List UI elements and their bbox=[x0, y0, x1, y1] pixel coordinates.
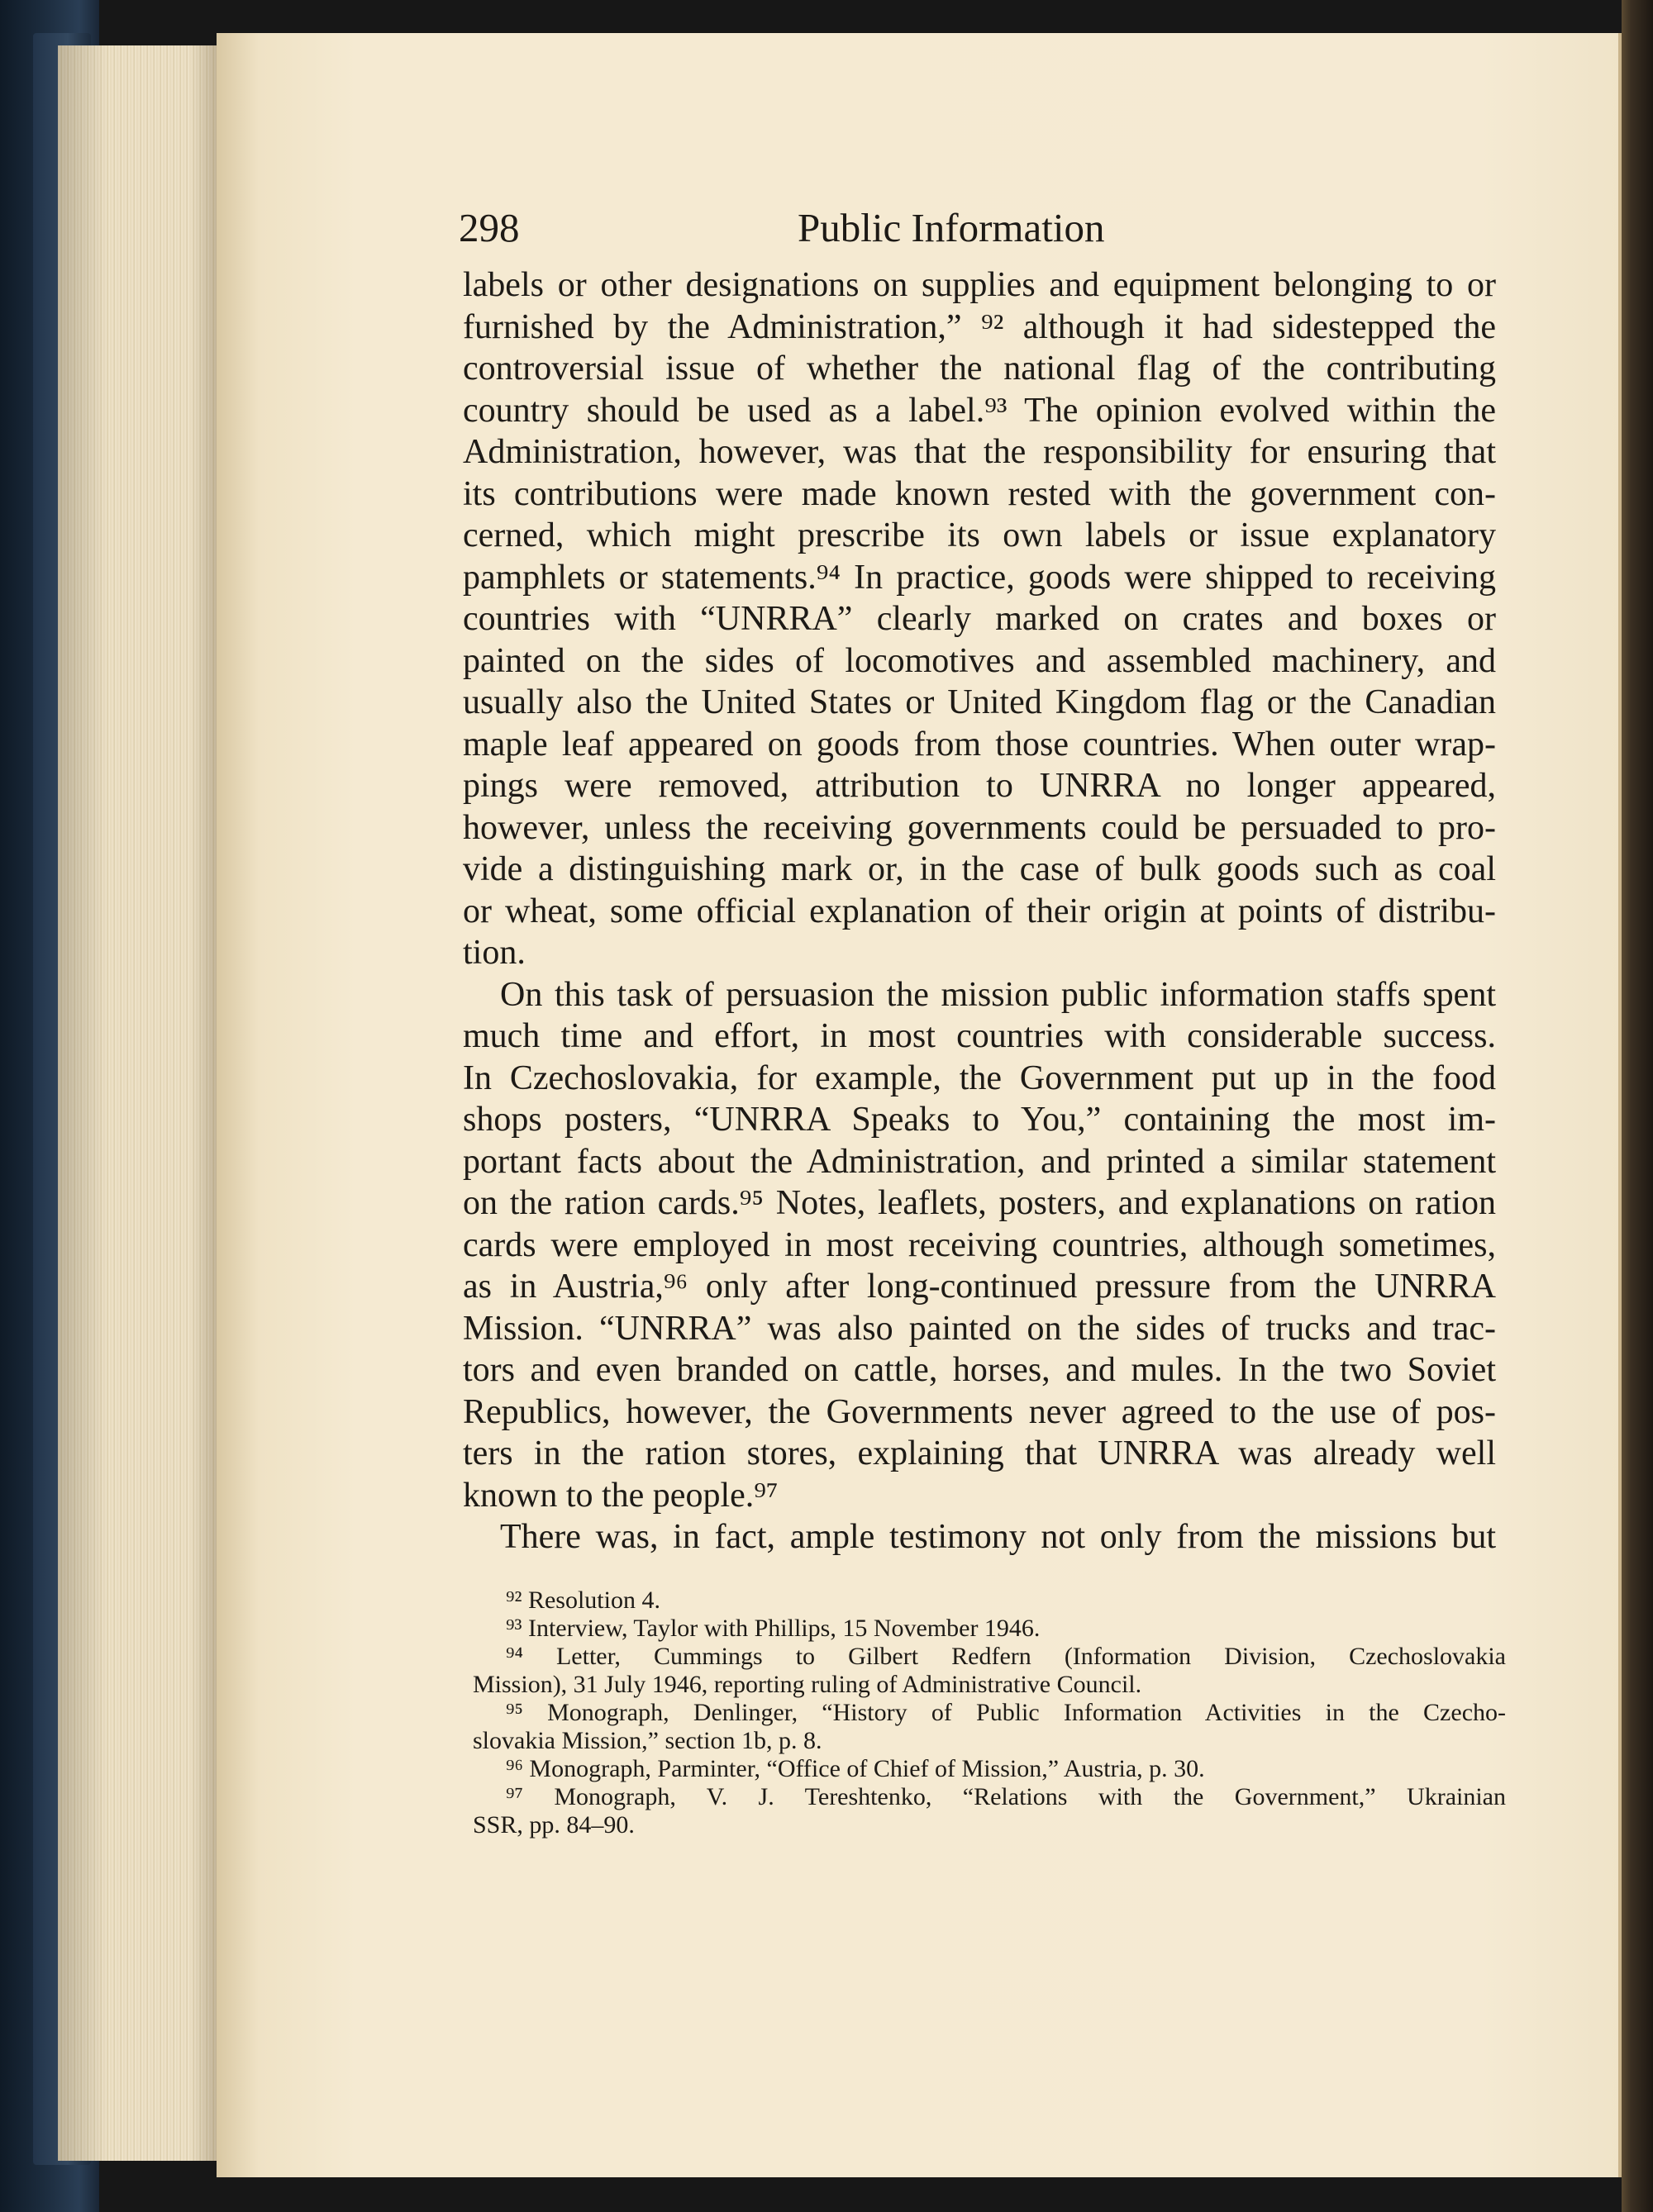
text-line: painted on the sides of locomotives and assembled machinery, and bbox=[463, 641, 1496, 680]
text-line: labels or other designations on supplies and equipment belonging to or bbox=[463, 266, 1496, 304]
text-line: furnished by the Administration,” ⁹² although it had sidestepped the bbox=[463, 307, 1496, 346]
text-line: Administration, however, was that the responsibility for ensuring that bbox=[463, 433, 1496, 471]
text-line: pings were removed, attribution to UNRRA no longer appeared, bbox=[463, 767, 1496, 805]
page-edges-shadow bbox=[58, 45, 223, 2161]
footnote-continuation: Mission), 31 July 1946, reporting ruling of Administrative Council. bbox=[473, 1671, 1142, 1698]
footnote-continuation: SSR, pp. 84–90. bbox=[473, 1811, 635, 1839]
text-line: known to the people.⁹⁷ bbox=[463, 1476, 779, 1515]
text-line: Republics, however, the Governments never agreed to the use of pos- bbox=[463, 1392, 1496, 1431]
text-line: Mission. “UNRRA” was also painted on the sides of trucks and trac- bbox=[463, 1309, 1496, 1348]
text-line: There was, in fact, ample testimony not only from the missions but bbox=[500, 1518, 1496, 1556]
footnote: ⁹⁴ Letter, Cummings to Gilbert Redfern (Information Division, Czechoslovakia bbox=[506, 1643, 1506, 1670]
text-line: country should be used as a label.⁹³ The opinion evolved within the bbox=[463, 391, 1496, 430]
text-line: In Czechoslovakia, for example, the Government put up in the food bbox=[463, 1058, 1496, 1097]
text-line: on the ration cards.⁹⁵ Notes, leaflets, posters, and explanations on ration bbox=[463, 1184, 1496, 1222]
text-line: maple leaf appeared on goods from those countries. When outer wrap- bbox=[463, 725, 1496, 763]
text-line: or wheat, some official explanation of their origin at points of distribu- bbox=[463, 892, 1496, 930]
text-line: On this task of persuasion the mission public information staffs spent bbox=[500, 975, 1496, 1014]
text-line: ters in the ration stores, explaining that UNRRA was already well bbox=[463, 1434, 1496, 1472]
text-line: its contributions were made known rested with the government con- bbox=[463, 474, 1496, 513]
footnote: ⁹³ Interview, Taylor with Phillips, 15 November 1946. bbox=[506, 1615, 1041, 1642]
footnote: ⁹⁷ Monograph, V. J. Tereshtenko, “Relations with the Government,” Ukrainian bbox=[506, 1783, 1506, 1810]
text-line: controversial issue of whether the national flag of the contributing bbox=[463, 350, 1496, 388]
right-cover-edge bbox=[1622, 0, 1653, 2212]
page-number: 298 bbox=[459, 205, 520, 250]
text-line: pamphlets or statements.⁹⁴ In practice, goods were shipped to receiving bbox=[463, 558, 1496, 597]
text-line: however, unless the receiving governments could be persuaded to pro- bbox=[463, 808, 1496, 847]
text-line: as in Austria,⁹⁶ only after long-continued pressure from the UNRRA bbox=[463, 1268, 1496, 1306]
text-line: shops posters, “UNRRA Speaks to You,” containing the most im- bbox=[463, 1101, 1496, 1139]
body-text bbox=[463, 264, 1496, 1558]
footnote: ⁹² Resolution 4. bbox=[506, 1586, 660, 1614]
text-line: tors and even branded on cattle, horses, and mules. In the two Soviet bbox=[463, 1351, 1496, 1389]
page-title: Public Information bbox=[798, 205, 1105, 250]
footnote-continuation: slovakia Mission,” section 1b, p. 8. bbox=[473, 1727, 822, 1754]
footnote: ⁹⁵ Monograph, Denlinger, “History of Public Information Activities in the Czecho- bbox=[506, 1699, 1506, 1726]
text-line: cerned, which might prescribe its own labels or issue explanatory bbox=[463, 516, 1496, 554]
text-line: cards were employed in most receiving countries, although sometimes, bbox=[463, 1225, 1496, 1264]
footnote: ⁹⁶ Monograph, Parminter, “Office of Chief of Mission,” Austria, p. 30. bbox=[506, 1755, 1205, 1782]
footnotes bbox=[473, 1586, 1506, 1839]
text-line: tion. bbox=[463, 934, 526, 972]
text-line: usually also the United States or United Kingdom flag or the Canadian bbox=[463, 683, 1496, 721]
text-line: much time and effort, in most countries with considerable success. bbox=[463, 1017, 1496, 1055]
text-line: countries with “UNRRA” clearly marked on crates and boxes or bbox=[463, 600, 1496, 638]
text-line: vide a distinguishing mark or, in the case of bulk goods such as coal bbox=[463, 850, 1496, 888]
running-head bbox=[459, 202, 1149, 259]
text-line: portant facts about the Administration, and printed a similar statement bbox=[463, 1142, 1496, 1181]
